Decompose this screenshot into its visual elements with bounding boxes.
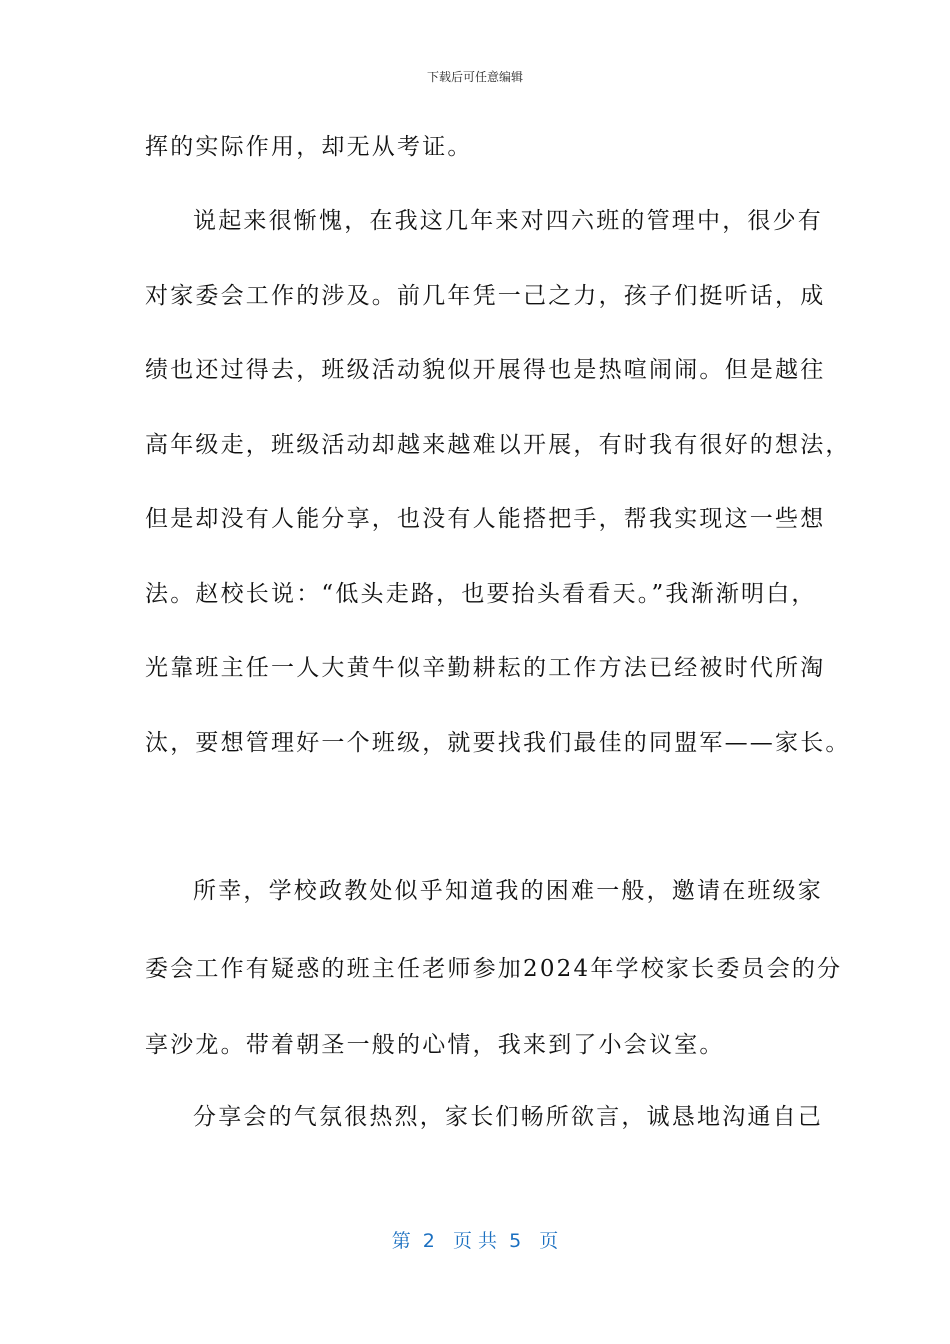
text-line: 所幸，学校政教处似乎知道我的困难一般，邀请在班级家	[193, 878, 823, 904]
text-line: 说起来很惭愧，在我这几年来对四六班的管理中，很少有	[193, 208, 823, 234]
text-line: 但是却没有人能分享，也没有人能搭把手，帮我实现这一些想	[145, 506, 826, 532]
text-line: 分享会的气氛很热烈，家长们畅所欲言，诚恳地沟通自己	[193, 1104, 823, 1130]
text-line: 汰，要想管理好一个班级，就要找我们最佳的同盟军——家长。	[145, 730, 851, 756]
text-line: 高年级走，班级活动却越来越难以开展，有时我有很好的想法，	[145, 432, 851, 458]
text-line: 委会工作有疑惑的班主任老师参加2024年学校家长委员会的分	[145, 956, 843, 982]
text-line: 法。赵校长说：“低头走路，也要抬头看看天。”我渐渐明白，	[145, 581, 817, 607]
text-line: 光靠班主任一人大黄牛似辛勤耕耘的工作方法已经被时代所淘	[145, 655, 826, 681]
text-line: 享沙龙。带着朝圣一般的心情，我来到了小会议室。	[145, 1032, 725, 1058]
text-line: 挥的实际作用，却无从考证。	[145, 134, 473, 160]
header-note: 下载后可任意编辑	[426, 70, 523, 84]
page-number-footer: 第 2 页 共 5 页	[391, 1230, 559, 1252]
text-line: 对家委会工作的涉及。前几年凭一己之力，孩子们挺听话，成	[145, 283, 826, 309]
text-line: 绩也还过得去，班级活动貌似开展得也是热喧闹闹。但是越往	[145, 357, 826, 383]
